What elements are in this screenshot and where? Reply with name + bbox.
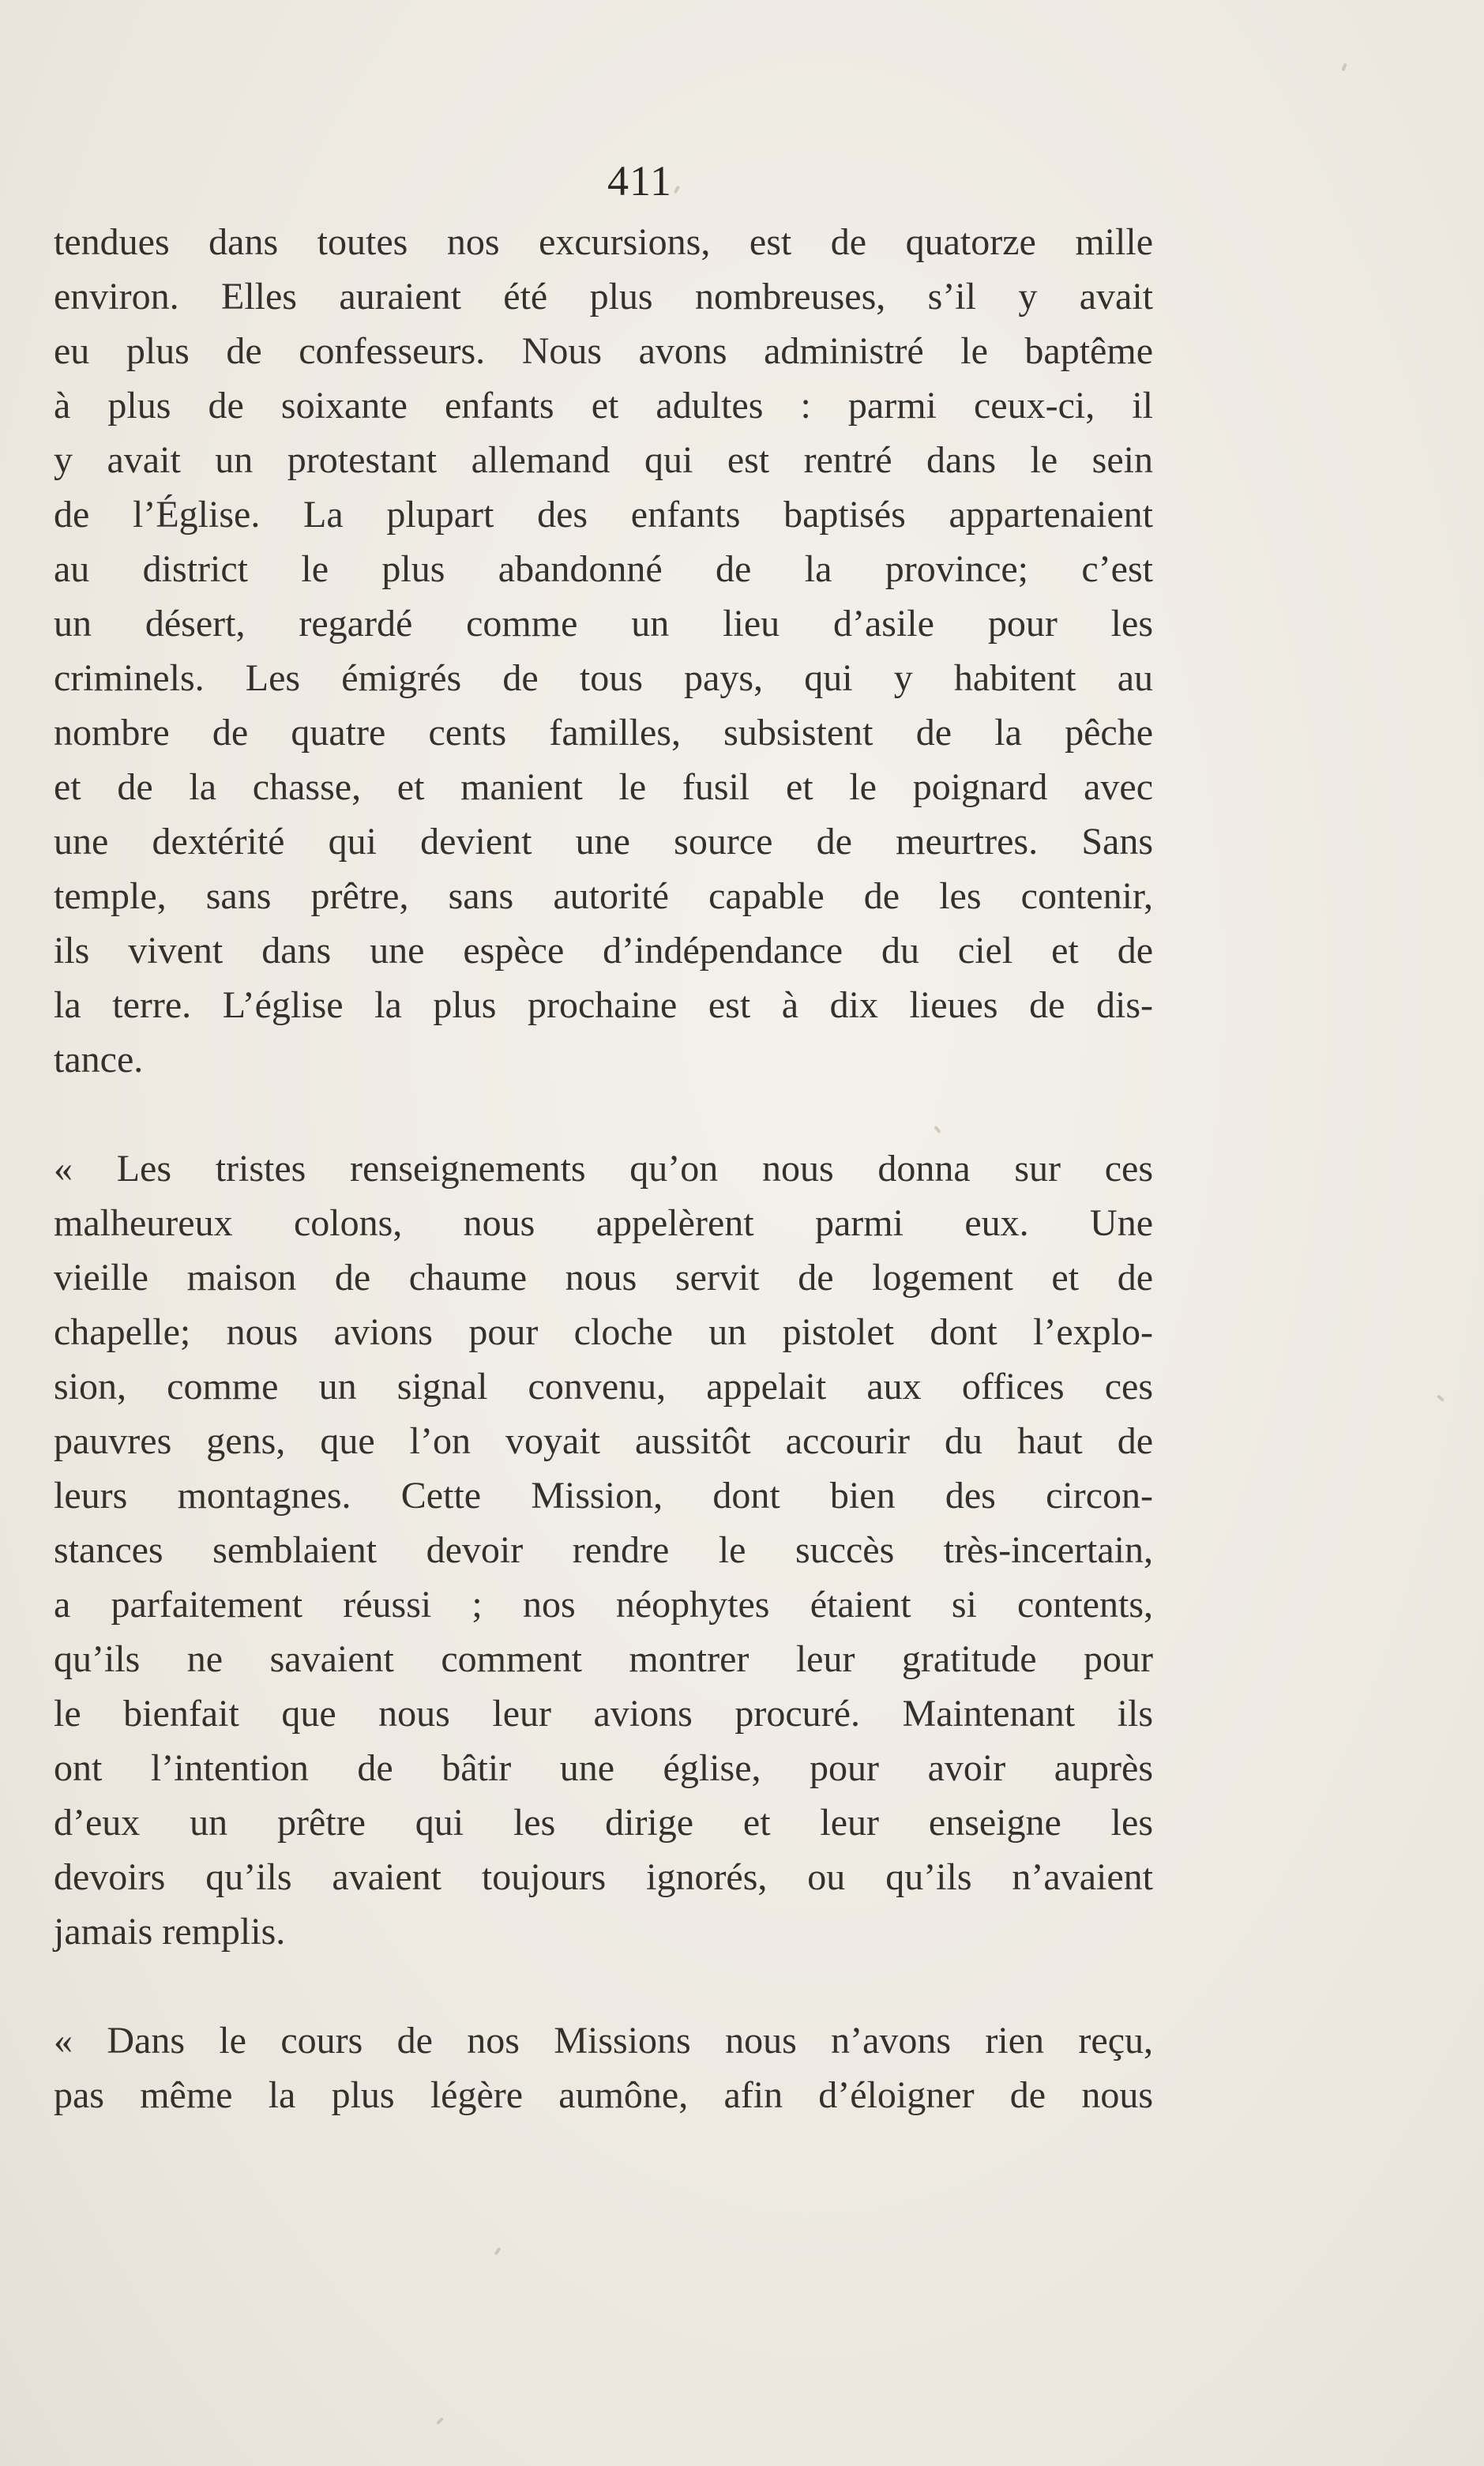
paragraph-gap — [54, 1959, 1153, 2013]
text-line: la terre. L’église la plus prochaine est à dix lieues de dis- — [54, 984, 1153, 1026]
text-line: eu plus de confesseurs. Nous avons administré le baptême — [54, 330, 1153, 372]
text-line: jamais remplis. — [54, 1911, 286, 1953]
paragraph-1 — [54, 215, 1153, 1087]
text-line: à plus de soixante enfants et adultes : parmi ceux-ci, il — [54, 385, 1153, 427]
text-line: qu’ils ne savaient comment montrer leur gratitude pour — [54, 1638, 1153, 1680]
text-line: a parfaitement réussi ; nos néophytes étaient si contents, — [54, 1584, 1153, 1626]
text-line: pauvres gens, que l’on voyait aussitôt accourir du haut de — [54, 1420, 1153, 1462]
text-line: y avait un protestant allemand qui est rentré dans le sein — [54, 439, 1153, 481]
text-line: chapelle; nous avions pour cloche un pistolet dont l’explo- — [54, 1311, 1153, 1353]
text-line: « Dans le cours de nos Missions nous n’avons rien reçu, — [54, 2020, 1153, 2062]
text-line: un désert, regardé comme un lieu d’asile pour les — [54, 603, 1153, 645]
text-line: vieille maison de chaume nous servit de logement et de — [54, 1257, 1153, 1299]
text-line: nombre de quatre cents familles, subsistent de la pêche — [54, 712, 1153, 754]
text-line: environ. Elles auraient été plus nombreuses, s’il y avait — [54, 276, 1153, 318]
text-line: le bienfait que nous leur avions procuré. Maintenant ils — [54, 1693, 1153, 1735]
text-line: leurs montagnes. Cette Mission, dont bien des circon- — [54, 1475, 1153, 1517]
page-number: 411 — [607, 157, 672, 205]
text-line: tance. — [54, 1039, 144, 1081]
text-line: temple, sans prêtre, sans autorité capable de les contenir, — [54, 875, 1153, 917]
text-line: ils vivent dans une espèce d’indépendance du ciel et de — [54, 930, 1153, 972]
text-line: et de la chasse, et manient le fusil et le poignard avec — [54, 766, 1153, 808]
text-line: criminels. Les émigrés de tous pays, qui y habitent au — [54, 657, 1153, 699]
paragraph-gap — [54, 1087, 1153, 1141]
text-line: malheureux colons, nous appelèrent parmi eux. Une — [54, 1202, 1153, 1244]
text-line: sion, comme un signal convenu, appelait aux offices ces — [54, 1366, 1153, 1408]
text-line: tendues dans toutes nos excursions, est de quatorze mille — [54, 221, 1153, 263]
text-line: « Les tristes renseignements qu’on nous donna sur ces — [54, 1148, 1153, 1190]
paragraph-2 — [54, 1141, 1153, 1959]
paper-speck — [1437, 1394, 1445, 1401]
text-line: ont l’intention de bâtir une église, pour avoir auprès — [54, 1747, 1153, 1789]
text-line: une dextérité qui devient une source de meurtres. Sans — [54, 821, 1153, 863]
text-line: de l’Église. La plupart des enfants baptisés appartenaient — [54, 494, 1153, 536]
paper-speck — [1341, 63, 1347, 72]
text-line: au district le plus abandonné de la province; c’est — [54, 548, 1153, 590]
text-line: stances semblaient devoir rendre le succès très-incertain, — [54, 1529, 1153, 1571]
paper-speck — [436, 2417, 444, 2425]
paper-speck — [494, 2247, 501, 2255]
text-line: devoirs qu’ils avaient toujours ignorés, ou qu’ils n’avaient — [54, 1856, 1153, 1898]
text-line: pas même la plus légère aumône, afin d’éloigner de nous — [54, 2074, 1153, 2116]
text-line: d’eux un prêtre qui les dirige et leur enseigne les — [54, 1802, 1153, 1844]
body-text — [54, 215, 1153, 2122]
paragraph-3 — [54, 2013, 1153, 2122]
